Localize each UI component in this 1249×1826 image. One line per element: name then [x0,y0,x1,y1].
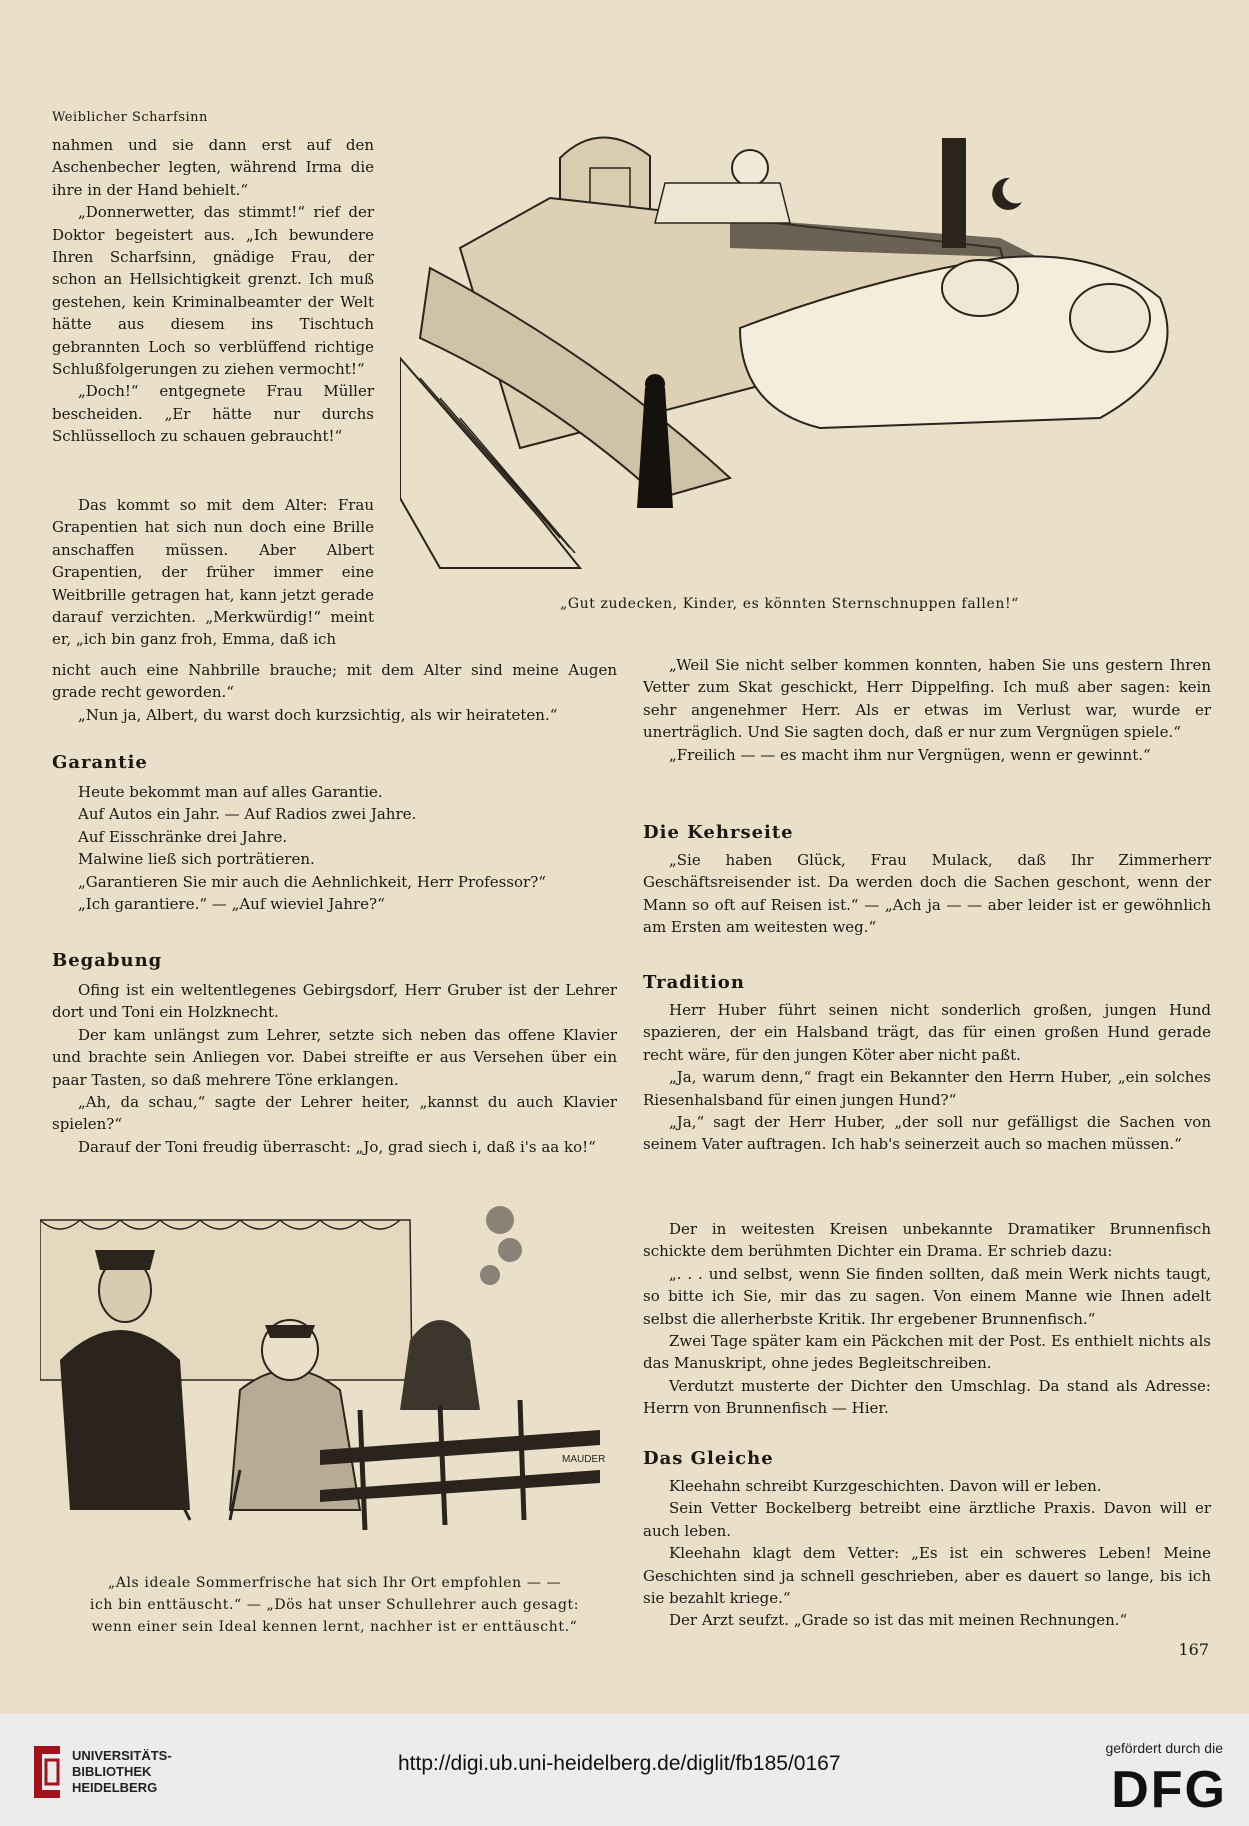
paragraph: Herr Huber führt seinen nicht sonderlich großen, jungen Hund spazieren, der ein Halsband trägt, das für einen großen Hund gerade recht wäre, für den jungen Köter aber nicht paßt. [643,1001,1211,1064]
caption-top-illustration: „Gut zudecken, Kinder, es könnten Sternschnuppen fallen!“ [560,596,1019,612]
illustration-signature: MAUDER [562,1454,606,1465]
section-begabung [52,950,617,1158]
paragraph: Zwei Tage später kam ein Päckchen mit der Post. Es enthielt nichts als das Manuskript, ohne jedes Begleitschreiben. [643,1332,1211,1373]
running-head: Weiblicher Scharfsinn [52,110,208,125]
paragraph: „. . . und selbst, wenn Sie finden sollten, daß mein Werk nichts taugt, so bitte ich Sie, mir das zu sagen. Von einem Manne wie Ihnen adelt selbst die allerherbste Kritik. Ihr ergebener Brunnenfisch.“ [643,1264,1211,1328]
section-tradition [643,972,1211,1156]
paragraph: „Ja, warum denn,“ fragt ein Bekannter den Herrn Huber, „ein solches Riesenhalsband für einen jungen Hund?“ [643,1068,1211,1109]
footer-bar [0,1714,1249,1826]
caption-line: „Als ideale Sommerfrische hat sich Ihr Ort empfohlen — — [107,1575,562,1591]
illustration-sleeping-family [400,98,1210,578]
section-garantie [52,752,617,915]
funding-note: gefördert durch die [1105,1740,1223,1756]
paragraph: Kleehahn schreibt Kurzgeschichten. Davon will er leben. [669,1477,1102,1495]
paragraph: „Ja,“ sagt der Herr Huber, „der soll nur gefälligst die Sachen von seinem Vater auftragen. Ich hab's seinerzeit auch so machen müssen.“ [643,1113,1211,1154]
paragraph: Der kam unlängst zum Lehrer, setzte sich neben das offene Klavier und brachte sein Anliegen vor. Dabei streifte er aus Versehen über ein paar Tasten, so daß mehrere Töne erklangen. [52,1025,617,1089]
story-skat [643,654,1211,766]
heading-tradition: Tradition [643,972,745,993]
line: „Ich garantiere.“ — „Auf wieviel Jahre?“ [78,895,385,914]
paragraph: „Doch!“ entgegnete Frau Müller bescheiden. „Er hätte nur durchs Schlüsselloch zu schauen gebraucht!“ [52,382,374,446]
line: „Garantieren Sie mir auch die Aehnlichkeit, Herr Professor?“ [78,872,546,891]
library-name [72,1748,172,1796]
heading-das-gleiche: Das Gleiche [643,1448,774,1469]
library-logo-icon [30,1744,64,1800]
page-number: 167 [1178,1640,1209,1659]
story-brunnenfisch [643,1218,1211,1420]
caption-line: wenn einer sein Ideal kennen lernt, nachher ist er enttäuscht.“ [91,1619,578,1635]
heading-begabung: Begabung [52,950,163,971]
heading-garantie: Garantie [52,752,148,773]
paragraph: „Donnerwetter, das stimmt!“ rief der Doktor begeistert aus. „Ich bewundere Ihren Scharfsinn, gnädige Frau, der schon an Hellsichtigkeit grenzt. Ich muß gestehen, kein Kriminalbeamter der Welt hätte aus diesem ins Tischtuch gebrannten Loch so verblüffend richtige Schlußfolgerungen zu ziehen vermocht!“ [52,203,374,379]
paragraph: Ofing ist ein weltentlegenes Gebirgsdorf, Herr Gruber ist der Lehrer dort und Toni ein Holzknecht. [52,981,617,1022]
paragraph: Kleehahn klagt dem Vetter: „Es ist ein schweres Leben! Meine Geschichten sind ja schnell geschrieben, aber es dauert so lange, bis ich sie bezahlt kriege.“ [643,1544,1211,1608]
paragraph: Der in weitesten Kreisen unbekannte Dramatiker Brunnenfisch schickte dem berühmten Dichter ein Drama. Er schrieb dazu: [643,1220,1211,1261]
line: Auf Eisschränke drei Jahre. [78,827,288,846]
paragraph: „Sie haben Glück, Frau Mulack, daß Ihr Zimmerherr Geschäftsreisender ist. Da werden doch die Sachen geschont, wenn der Mann so oft auf Reisen ist.“ — „Ach ja — — aber leider ist er gewöhnlich am Ersten am weitesten weg.“ [643,851,1211,937]
line: Auf Autos ein Jahr. — Auf Radios zwei Jahre. [78,805,417,824]
line: Malwine ließ sich porträtieren. [78,850,315,869]
paragraph: „Ah, da schau,“ sagte der Lehrer heiter, „kannst du auch Klavier spielen?“ [52,1093,617,1134]
paragraph: Darauf der Toni freudig überrascht: „Jo, grad siech i, daß i's aa ko!“ [78,1137,596,1156]
paragraph: nahmen und sie dann erst auf den Aschenbecher legten, während Irma die ihre in der Hand behielt.“ [52,136,374,199]
story-alter-end [52,659,617,726]
section-kehrseite [643,822,1211,939]
story-scharfsinn [52,134,374,448]
caption-line: ich bin enttäuscht.“ — „Dös hat unser Schullehrer auch gesagt: [89,1597,580,1613]
paragraph: „Weil Sie nicht selber kommen konnten, haben Sie uns gestern Ihren Vetter zum Skat geschickt, Herr Dippelfing. Ich muß aber sagen: kein sehr angenehmer Herr. Als er etwas im Verlust war, wurde er unerträglich. Und Sie sagten doch, daß er nur zum Vergnügen spiele.“ [643,656,1211,742]
paragraph: „Nun ja, Albert, du warst doch kurzsichtig, als wir heirateten.“ [78,705,558,724]
library-line: HEIDELBERG [72,1780,158,1795]
permalink[interactable]: http://digi.ub.uni-heidelberg.de/diglit/fb185/0167 [398,1752,841,1775]
caption-bottom-illustration [52,1572,617,1638]
library-line: BIBLIOTHEK [72,1764,152,1779]
section-das-gleiche [643,1448,1211,1632]
illustration-sommerfrische [40,1180,620,1540]
paragraph: Sein Vetter Bockelberg betreibt eine ärztliche Praxis. Davon will er auch leben. [643,1499,1211,1540]
library-line: UNIVERSITÄTS- [72,1748,172,1763]
paragraph: Der Arzt seufzt. „Grade so ist das mit meinen Rechnungen.“ [669,1611,1128,1630]
paragraph: nicht auch eine Nahbrille brauche; mit dem Alter sind meine Augen grade recht geworden.“ [52,661,617,702]
paragraph: Verdutzt musterte der Dichter den Umschlag. Da stand als Adresse: Herrn von Brunnenfisch — Hier. [643,1376,1211,1418]
paragraph: „Freilich — — es macht ihm nur Vergnügen, wenn er gewinnt.“ [669,745,1151,764]
line: Heute bekommt man auf alles Garantie. [78,783,383,801]
dfg-logo: DFG [1111,1761,1227,1819]
paragraph: Das kommt so mit dem Alter: Frau Grapentien hat sich nun doch eine Brille anschaffen müssen. Aber Albert Grapentien, der früher immer eine Weitbrille getragen hat, kann jetzt gerade darauf verzichten. „Merkwürdig!“ meint er, „ich bin ganz froh, Emma, daß ich [52,496,374,649]
story-alter-start [52,494,374,651]
heading-kehrseite: Die Kehrseite [643,822,794,843]
